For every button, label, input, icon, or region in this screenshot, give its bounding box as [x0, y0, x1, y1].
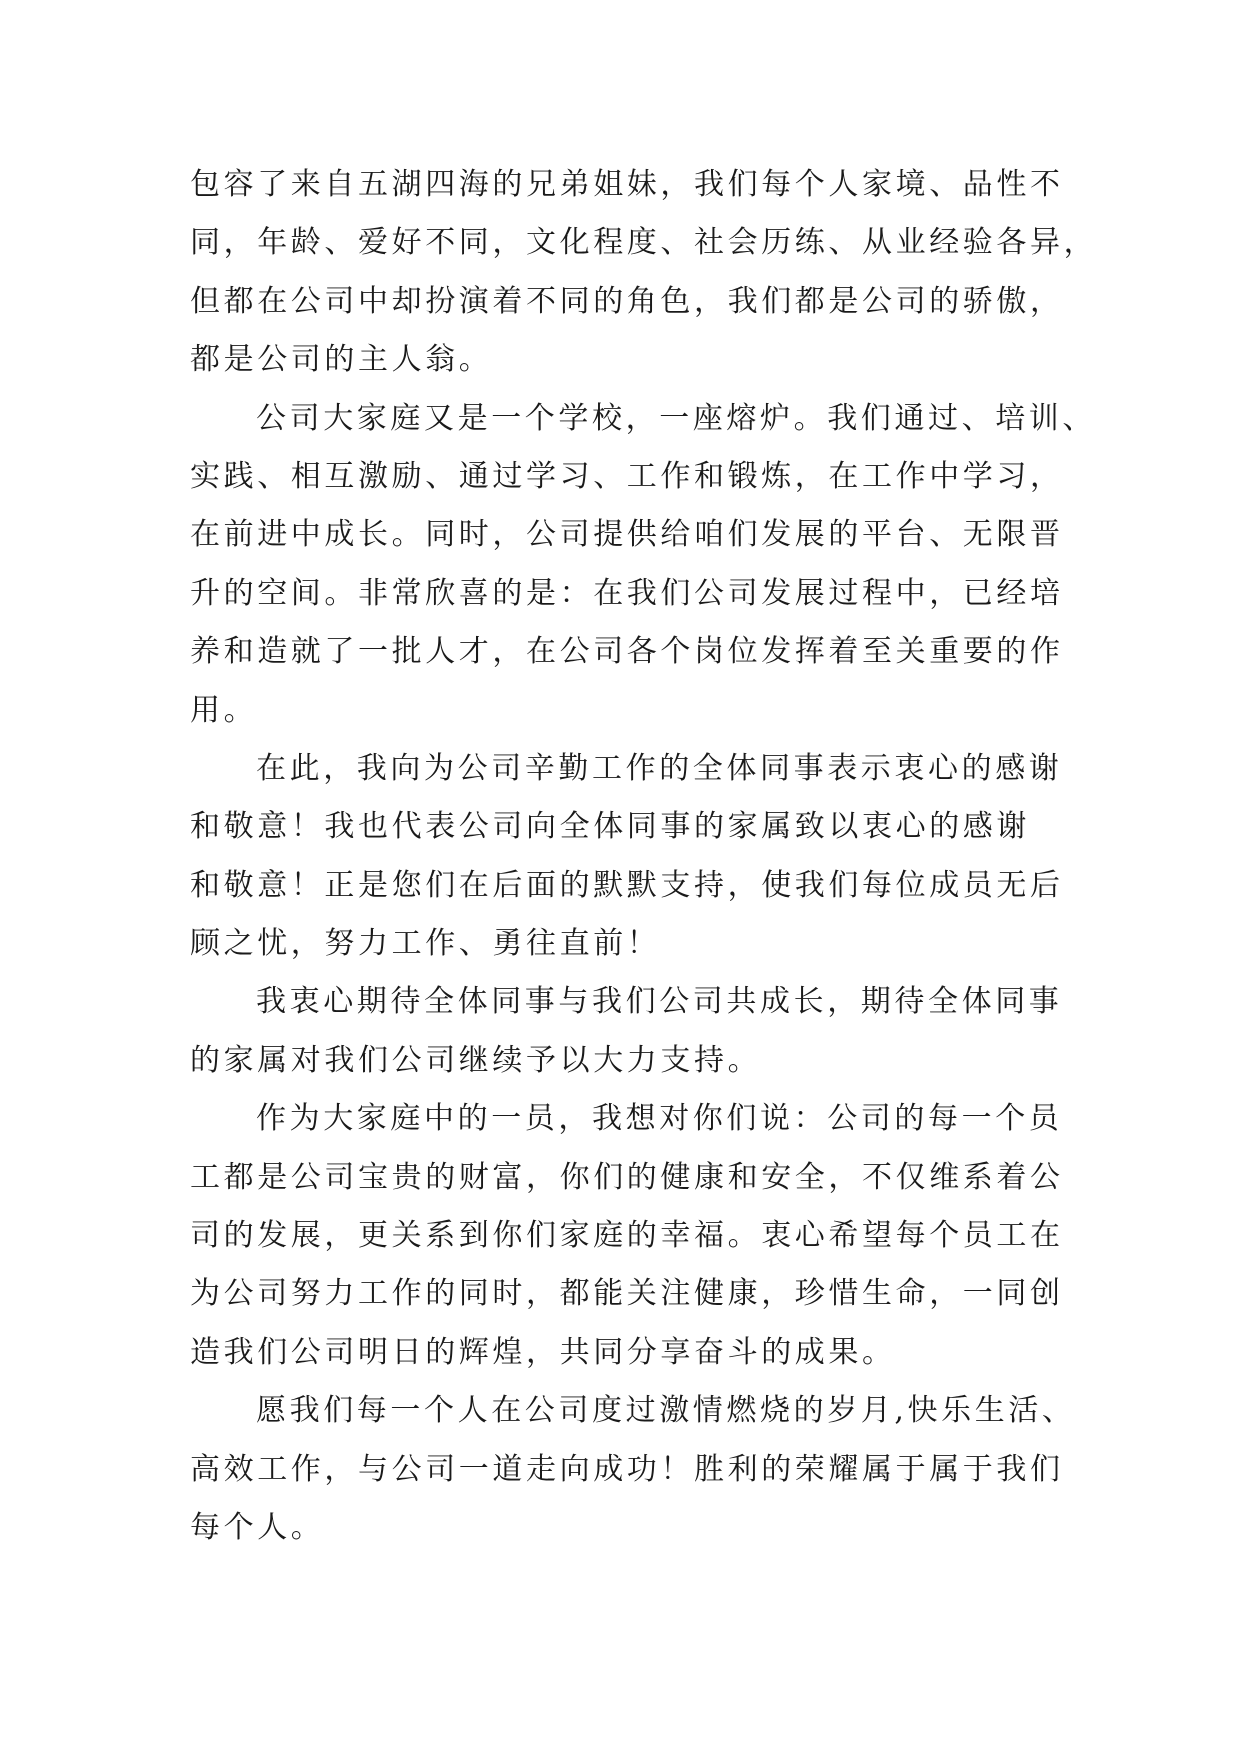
text-line: 和敬意！我也代表公司向全体同事的家属致以衷心的感谢	[190, 809, 1030, 845]
text-line: 的家属对我们公司继续予以大力支持。	[190, 1042, 762, 1078]
body-text	[190, 156, 1240, 1557]
text-line: 和敬意！正是您们在后面的默默支持，使我们每位成员无后	[190, 867, 1064, 903]
text-line: 升的空间。非常欣喜的是：在我们公司发展过程中，已经培	[190, 575, 1064, 611]
text-line: 为公司努力工作的同时，都能关注健康，珍惜生命，一同创	[190, 1276, 1064, 1312]
text-line: 在此，我向为公司辛勤工作的全体同事表示衷心的感谢	[256, 750, 1063, 786]
text-line: 养和造就了一批人才，在公司各个岗位发挥着至关重要的作	[190, 634, 1064, 670]
text-line: 顾之忧，努力工作、勇往直前！	[190, 926, 661, 962]
text-line: 每个人。	[190, 1509, 325, 1545]
text-line: 实践、相互激励、通过学习、工作和锻炼，在工作中学习，	[190, 458, 1064, 494]
text-line: 公司大家庭又是一个学校，一座熔炉。我们通过、培训、	[256, 400, 1096, 436]
text-line: 都是公司的主人翁。	[190, 342, 493, 378]
text-line: 包容了来自五湖四海的兄弟姐妹，我们每个人家境、品性不	[190, 167, 1064, 202]
text-line: 同，年龄、爱好不同，文化程度、社会历练、从业经验各异，	[190, 225, 1098, 261]
text-line: 用。	[190, 692, 258, 728]
text-line: 司的发展，更关系到你们家庭的幸福。衷心希望每个员工在	[190, 1218, 1064, 1254]
text-line: 高效工作，与公司一道走向成功！胜利的荣耀属于属于我们	[190, 1451, 1064, 1487]
text-line: 在前进中成长。同时，公司提供给咱们发展的平台、无限晋	[190, 517, 1064, 553]
text-line: 我衷心期待全体同事与我们公司共成长，期待全体同事	[256, 984, 1063, 1020]
text-line: 愿我们每一个人在公司度过激情燃烧的岁月,快乐生活、	[256, 1393, 1076, 1429]
text-line: 作为大家庭中的一员，我想对你们说：公司的每一个员	[256, 1101, 1063, 1137]
text-line: 工都是公司宝贵的财富，你们的健康和安全，不仅维系着公	[190, 1159, 1064, 1195]
text-line: 但都在公司中却扮演着不同的角色，我们都是公司的骄傲，	[190, 283, 1064, 319]
text-line: 造我们公司明日的辉煌，共同分享奋斗的成果。	[190, 1334, 896, 1370]
